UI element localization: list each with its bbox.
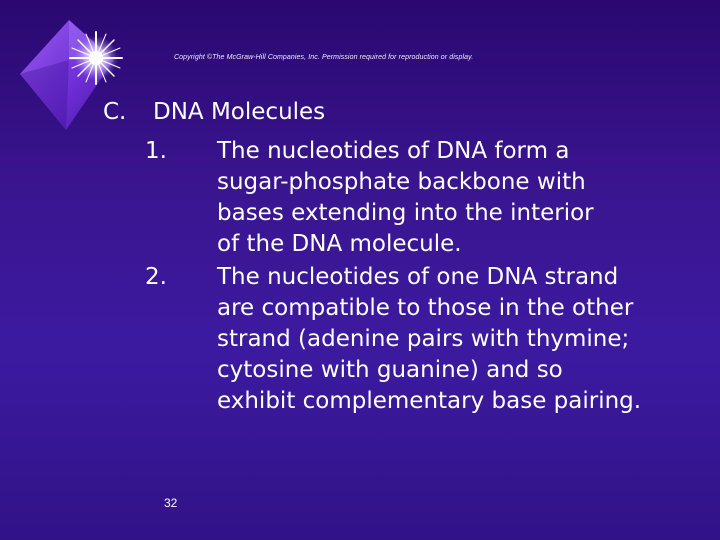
item-text-line: The nucleotides of one DNA strand — [217, 264, 619, 290]
item-number: 1. — [145, 138, 167, 164]
item-text-line: sugar-phosphate backbone with — [217, 169, 586, 195]
item-text — [217, 262, 641, 417]
item-text-line: exhibit complementary base pairing. — [217, 388, 642, 414]
section-heading — [103, 97, 325, 128]
page-number: 32 — [164, 496, 178, 510]
item-text-line: cytosine with guanine) and so — [217, 357, 563, 383]
item-text — [217, 136, 594, 260]
section-title: DNA Molecules — [153, 99, 326, 125]
section-letter: C. — [103, 99, 127, 125]
item-text-line: are compatible to those in the other — [217, 295, 634, 321]
item-number: 2. — [145, 264, 167, 290]
item-text-line: The nucleotides of DNA form a — [217, 138, 570, 164]
item-text-line: bases extending into the interior — [217, 200, 594, 226]
item-text-line: strand (adenine pairs with thymine; — [217, 326, 630, 352]
item-text-line: of the DNA molecule. — [217, 231, 462, 257]
copyright-notice: Copyright ©The McGraw-Hill Companies, Inc. Permission required for reproduction or display. — [174, 54, 474, 61]
